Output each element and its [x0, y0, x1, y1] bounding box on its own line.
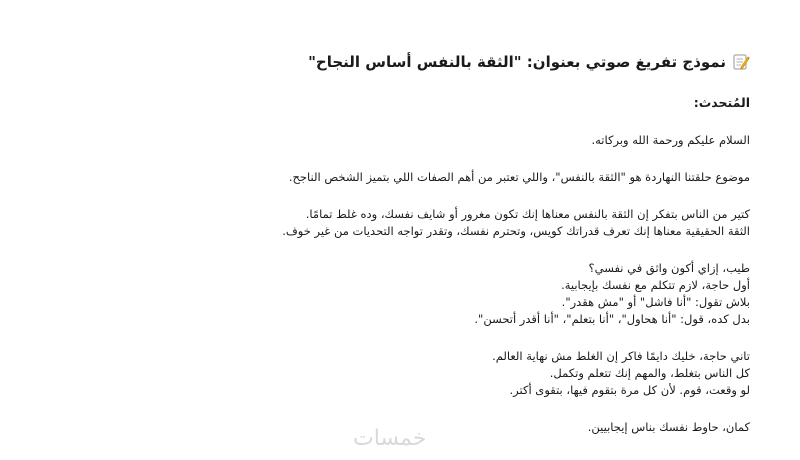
memo-icon: [732, 53, 750, 71]
watermark-logo: خمسات: [353, 426, 427, 451]
transcript-paragraph: [20, 169, 750, 186]
transcript-paragraph: [20, 348, 750, 399]
transcript-line: لو وقعت، قوم. لأن كل مرة بتقوم فيها، بتقوى أكتر.: [509, 383, 750, 397]
transcript-line: موضوع حلقتنا النهاردة هو "الثقة بالنفس"، واللي تعتبر من أهم الصفات اللي بتميز الشخص الناجح.: [288, 170, 750, 184]
transcript-line: السلام عليكم ورحمة الله وبركاته.: [591, 133, 750, 147]
transcript-paragraph: [20, 260, 750, 328]
speaker-label: المُتحدث:: [693, 95, 750, 110]
document-title-text: نموذج تفريغ صوتي بعنوان: "الثقة بالنفس أساس النجاح": [308, 53, 726, 71]
transcript-line: أول حاجة، لازم تتكلم مع نفسك بإيجابية.: [561, 278, 750, 292]
transcript-line: الثقة الحقيقية معناها إنك تعرف قدراتك كويس، وتحترم نفسك، وتقدر تواجه التحديات من غير خوف.: [282, 224, 750, 238]
transcript-paragraphs: [20, 132, 750, 436]
transcript-paragraph: [20, 132, 750, 149]
transcript-line: كل الناس بتغلط، والمهم إنك تتعلم وتكمل.: [549, 366, 750, 380]
transcript-line: بلاش تقول: "أنا فاشل" أو "مش هقدر".: [561, 295, 750, 309]
document-title: [20, 52, 750, 72]
transcript-line: تاني حاجة، خليك دايمًا فاكر إن الغلط مش نهاية العالم.: [492, 349, 750, 363]
transcript-line: بدل كده، قول: "أنا هحاول"، "أنا بتعلم"، "أنا أقدر أتحسن".: [474, 312, 750, 326]
document-body: [20, 0, 750, 436]
transcript-paragraph: [20, 206, 750, 240]
transcript-line: طيب، إزاي أكون واثق في نفسي؟: [588, 261, 750, 275]
transcript-line: كتير من الناس بتفكر إن الثقة بالنفس معناها إنك تكون مغرور أو شايف نفسك، وده غلط تمامًا.: [305, 207, 750, 221]
transcript-line: كمان، حاوط نفسك بناس إيجابيين.: [587, 420, 750, 434]
